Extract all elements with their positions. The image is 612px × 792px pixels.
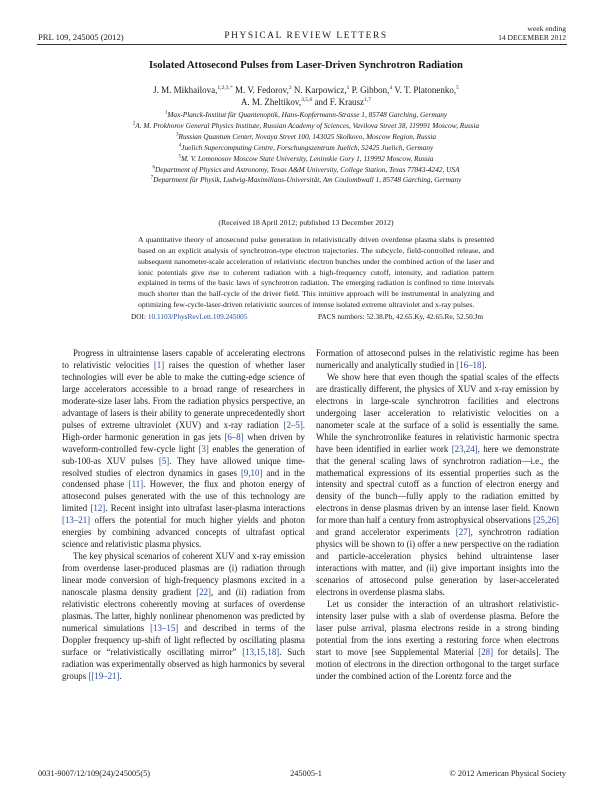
body-text: . High-order harmonic generation in gas jets (62, 419, 305, 442)
body-text: . Such radiation was experimentally observed as high harmonics by several groups (62, 646, 305, 681)
affiliation (30, 154, 582, 165)
author-name: A. M. Zheltikov, (240, 97, 302, 107)
corresponding-author-link[interactable]: * (229, 85, 233, 91)
footer-code: 0031-9007/12/109(24)/245005(5) (38, 769, 150, 778)
body-text: We show here that even though the spatial scales of the effects are drastically different, the physics of XUV and x-ray emission by electrons in large-scale synchrotron facilities and electrons undergoing laser acceleration to relativistic velocities on a nanometer scale at the surface of a solid is essentially the same. While the synchrotronlike features in relativistic harmonic spectra have been identified in earlier work (316, 371, 559, 454)
journal-reference: PRL 109, 245005 (2012) (38, 32, 124, 42)
citation-link[interactable]: [6–8] (224, 431, 244, 442)
author-name: M. V. Fedorov, (235, 85, 289, 95)
affiliation-list (30, 110, 582, 186)
affiliation-number: 2 (132, 121, 136, 127)
body-paragraph (62, 348, 305, 551)
author-affiliation-mark (217, 85, 232, 91)
author-affiliation-mark (456, 85, 459, 91)
journal-name: PHYSICAL REVIEW LETTERS (224, 31, 388, 41)
body-paragraph (316, 348, 559, 372)
body-text: . (119, 670, 122, 681)
copyright: © 2012 American Physical Society (449, 769, 566, 778)
body-text: . However, the flux and photon energy of attosecond pulses generated with the use of this technology are limited (62, 479, 306, 514)
citation-link[interactable]: [13–21] (62, 515, 91, 526)
citation-link[interactable]: [9,10] (240, 467, 263, 478)
body-paragraph (62, 551, 305, 682)
body-text: for details]. The motion of electrons in the direction orthogonal to the target surface under the combined action of the Lorentz force and the (316, 646, 559, 681)
author-line-2 (60, 96, 552, 108)
body-text: Formation of attosecond pulses in the relativistic regime has been numerically and analytically studied in (316, 348, 559, 370)
affiliation-numbers: 3,5,6 (301, 97, 313, 103)
body-text: , synchrotron radiation physics will be shown to (i) offer a new perspective on the radiation and particle-acceleration physics behind ultraintense laser interactions with matter, and (ii) give important insights into the scenarios of attosecond pulse generation by laser-accelerated electrons in overdense plasma slabs. (316, 527, 559, 598)
author-affiliation-mark (289, 85, 292, 91)
citation-link[interactable]: [5] (158, 455, 170, 466)
affiliation-number: 3 (175, 132, 179, 138)
citation-link[interactable]: [2–5] (283, 419, 303, 430)
body-text: enables the generation of sub-100-as XUV pulses (62, 443, 305, 466)
issue-date-value: 14 DECEMBER 2012 (498, 32, 566, 42)
author-name: P. Gibbon, (351, 85, 390, 95)
body-paragraph (316, 372, 559, 599)
affiliation-text: Max-Planck-Institut für Quantenoptik, Hans-Kopfermann-Strasse 1, 85748 Garching, Germany (167, 110, 448, 119)
author-connector: and (314, 97, 328, 107)
body-text: . They have allowed unique time-resolved studies of electron dynamics in gases (62, 455, 305, 478)
author-name: V. T. Platonenko, (394, 85, 457, 95)
citation-link[interactable]: [11] (128, 479, 144, 490)
doi-link[interactable]: 10.1103/PhysRevLett.109.245005 (147, 312, 248, 321)
affiliation-text: A. M. Prokhorov General Physics Institute, Russian Academy of Sciences, Vavilova Street 38, 119991 Moscow, Russia (135, 120, 480, 130)
citation-link[interactable]: [27] (455, 527, 471, 538)
affiliation (30, 121, 582, 132)
paper-title: Isolated Attosecond Pulses from Laser-Driven Synchrotron Radiation (149, 60, 463, 71)
author-affiliation-mark (364, 97, 371, 103)
body-column-left (62, 348, 305, 683)
citation-link[interactable]: [22] (196, 587, 211, 598)
body-text: when driven by waveform-controlled few-cycle light (62, 431, 305, 454)
body-text: and in the condensed phase (62, 467, 305, 490)
affiliation-text: M. V. Lomonosov Moscow State University, Leninskie Gory 1, 119992 Moscow, Russia (180, 153, 434, 163)
affiliation-numbers: 1 (346, 85, 350, 91)
header-rule (37, 44, 567, 45)
citation-link[interactable]: [25,26] (533, 515, 560, 526)
author-affiliation-mark (301, 97, 312, 103)
body-column-right (316, 348, 559, 683)
citation-link[interactable]: [12] (90, 503, 106, 514)
body-text: The key physical scenarios of coherent XUV and x-ray emission from overdense laser-produced plasmas are (i) radiation through linear mode conversion of high-frequency plasmons excited in a nanoscale plasma density gradient (62, 551, 305, 598)
pacs-numbers: PACS numbers: 52.38.Ph, 42.65.Ky, 42.65.Re, 52.50.Jm (318, 312, 484, 321)
affiliation-numbers: 4 (389, 85, 393, 91)
affiliation (30, 165, 582, 176)
citation-link[interactable]: [23,24] (451, 443, 478, 454)
affiliation-numbers: 1,7 (364, 97, 372, 103)
affiliation-numbers: 5 (456, 85, 459, 91)
affiliation (30, 110, 582, 121)
body-paragraph (316, 599, 559, 683)
affiliation-text: Department für Physik, Ludwig-Maximilians-Universität, Am Coulombwall 1, 85748 Garching, Germany (153, 175, 462, 185)
citation-link[interactable]: [13–15] (150, 622, 179, 633)
body-text: and grand accelerator experiments (316, 527, 456, 538)
author-list (60, 84, 552, 108)
abstract: A quantitative theory of attosecond pulse generation in relativistically driven overdense plasma slabs is presented based on an explicit analysis of synchrotron-type electron trajectories. The subcycle, field-controlled release, and subsequent nanometer-scale acceleration of relativistic electron bunches under the combined action of the laser and ionic potentials give rise to coherent radiation with a high-frequency cutoff, intensity, and radiation pattern explained in terms of the basic laws of synchrotron radiation. The emerging radiation is confined to time intervals much shorter than the half-cycle of the driver field. This intuitive approach will be instrumental in analyzing and optimizing few-cycle-laser-driven relativistic sources of intense isolated extreme ultraviolet and x-ray pulses. (138, 235, 494, 310)
affiliation-number: 5 (178, 154, 181, 160)
affiliation-text: Juelich Supercomputing Centre, Forschungszentrum Juelich, 52425 Juelich, Germany (181, 142, 434, 152)
issue-date (498, 25, 566, 42)
affiliation (30, 143, 582, 154)
received-dates: (Received 18 April 2012; published 13 December 2012) (218, 218, 394, 227)
body-text: Progress in ultraintense lasers capable of accelerating electrons to relativistic velocities (62, 348, 305, 370)
author-affiliation-mark (347, 85, 350, 91)
affiliation-number: 6 (152, 165, 155, 171)
citation-link[interactable]: [3] (198, 443, 209, 454)
body-text: offers the potential for much higher yields and photon energies by combining advanced concepts of ultrafast optical science and relativistic plasma physics. (62, 515, 305, 550)
week-ending-label: week ending (527, 24, 566, 33)
affiliation-numbers: 2 (288, 85, 292, 91)
page-number: 245005-1 (290, 769, 322, 778)
doi-line (131, 312, 247, 321)
body-text: , and (ii) radiation from relativistic electrons coherently moving at surfaces of overdense plasmas. The latter, highly nonlinear phenomenon was predicted by numerical simulations (62, 587, 305, 633)
affiliation-number: 4 (178, 143, 182, 149)
author-name: J. M. Mikhailova, (153, 85, 218, 95)
author-name: N. Karpowicz, (293, 85, 347, 95)
affiliation-text: Russian Quantum Center, Novaya Street 100, 143025 Skolkovo, Moscow Region, Russia (178, 131, 437, 141)
author-line-1 (60, 84, 552, 96)
body-text: . (484, 359, 487, 370)
author-name: F. Krausz (329, 97, 365, 107)
citation-link[interactable]: [28] (478, 646, 494, 657)
affiliation-number: 7 (150, 176, 154, 182)
affiliation-number: 1 (164, 110, 168, 116)
body-text: , here we demonstrate that the general scaling laws of synchrotron radiation—i.e., the mathematical expressions of its essential properties such as the intensity and spectral cutoff as a function of electron energy and density of the bunch—fully apply to the radiation emitted by electrons in dense plasmas driven by an intense laser field. Known for more than half a century from astrophysical observations (316, 443, 559, 526)
body-text: raises the question of whether laser technologies will ever be able to make the cutting-edge science of large accelerators accessible to a broad range of researchers in moderate-size laser labs. From the radiation physics perspective, an advantage of lasers is their ability to generate unprecedentedly short pulses of extreme ultraviolet (XUV) and x-ray radiation (62, 359, 305, 430)
body-text: and described in terms of the Doppler frequency up-shift of light reflected by oscillating plasma surface or “relativistically oscillating mirror” (62, 622, 305, 657)
citation-link[interactable]: [16–18] (456, 359, 485, 370)
doi-label: DOI: (131, 312, 146, 321)
body-text: . Recent insight into ultrafast laser-plasma interactions (105, 503, 305, 514)
citation-link[interactable]: [1] (153, 359, 165, 370)
citation-link[interactable]: [13,15,18] (242, 646, 280, 657)
body-text: Let us consider the interaction of an ultrashort relativistic-intensity laser pulse with a slab of overdense plasma. Before the laser pulse arrival, plasma electrons reside in a strong binding potential from the ions exerting a restoring force when electrons start to move [see Supplemental Material (316, 599, 559, 657)
affiliation-text: Department of Physics and Astronomy, Texas A&M University, College Station, Texas 77843-4242, USA (154, 164, 460, 174)
affiliation (30, 175, 582, 186)
citation-link[interactable]: [[19–21] (88, 670, 120, 681)
author-affiliation-mark (389, 85, 392, 91)
affiliation (30, 132, 582, 143)
affiliation-numbers: 1,2,3, (217, 85, 230, 91)
